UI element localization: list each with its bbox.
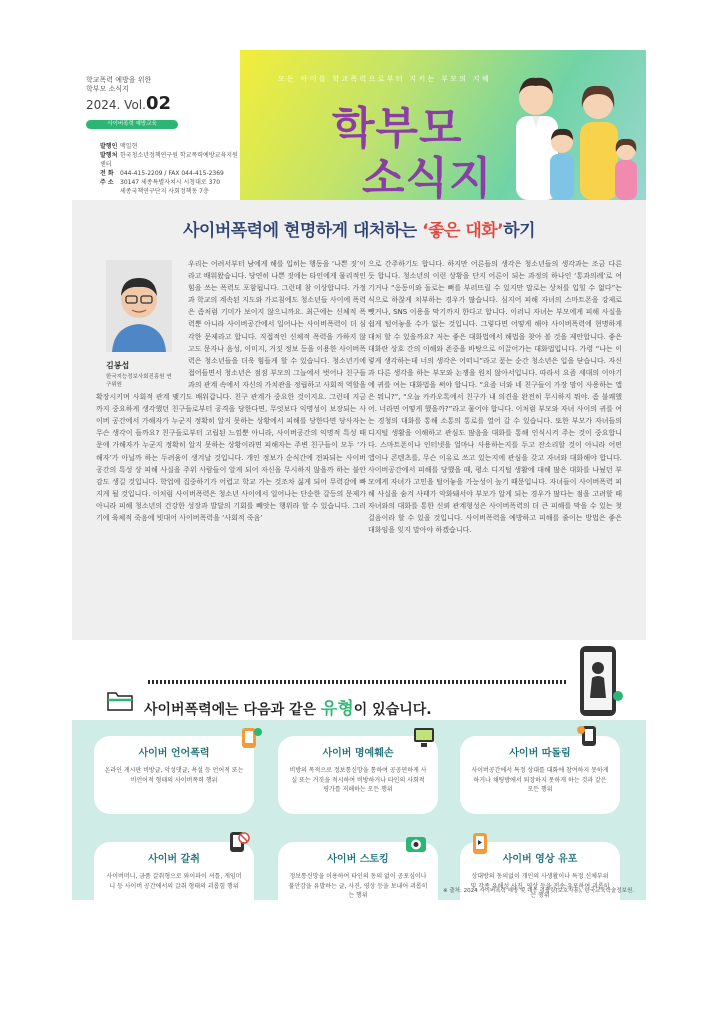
feature-article [72, 200, 646, 640]
cyberbullying-types-section [72, 640, 646, 900]
camera-icon [404, 832, 428, 854]
publisher-info-row [100, 151, 240, 169]
newsletter-page [72, 50, 646, 900]
publisher-info-key: 발행처 [100, 152, 118, 159]
masthead-info [72, 50, 240, 200]
publisher-info-value: 30147 세종특별자치시 시청대로 370 [120, 179, 221, 186]
publisher-info-key: 전 화 [100, 170, 114, 177]
author-photo [106, 260, 172, 352]
publication-subtitle: 학교폭력 예방을 위한 학부모 소식지 [86, 76, 152, 93]
video-phone-icon [468, 832, 492, 854]
publisher-info-value: 맥일현 [120, 143, 138, 150]
topic-badge: 사이버폭력 예방교육 [86, 120, 178, 129]
type-card-extortion: 사이버 갈취 사이버머니, 금품 갈취형으로 와이파이 셔틀, 게임머니 등 사이버 공간에서의 갈취 형태의 괴롭힘 행위 [94, 842, 254, 920]
title-banner [240, 50, 646, 200]
type-card-ostracism: 사이버 따돌림 사이버공간에서 특정 상대를 대화에 참여하지 못하게 하거나 채팅방에서 퇴장하지 못하게 하는 것과 같은 모든 행위 [460, 736, 620, 814]
sns-phone-icon [576, 724, 600, 746]
publisher-info-row [100, 187, 240, 196]
chat-phone-icon [238, 726, 262, 748]
type-card-stalking: 사이버 스토킹 정보통신망을 이용하여 타인의 동의 없이 공포심이나 불안감을 유발하는 글, 사진, 영상 등을 보내어 괴롭히는 행위 [278, 842, 438, 920]
no-wifi-phone-icon [226, 830, 250, 852]
publisher-info-value: 한국청소년정책연구원 학교폭력예방교육지원센터 [100, 152, 238, 168]
publisher-info-value: 044-415-2209 / FAX 044-415-2369 [120, 170, 224, 177]
publisher-info-key: 발행인 [100, 143, 118, 150]
type-card-verbal: 사이버 언어폭력 온라인 게시판 비방글, 악성댓글, 욕설 등 언어적 또는 비언어적 형태의 사이버폭력 행위 [94, 736, 254, 814]
family-illustration [492, 56, 642, 200]
publisher-info-value: 세종국책연구단지 사회정책동 7층 [120, 188, 209, 195]
publisher-info-row [100, 142, 240, 151]
issue-number: 2024. Vol.02 [86, 93, 171, 114]
monitor-icon [412, 726, 436, 748]
types-title: 사이버폭력에는 다음과 같은 유형이 있습니다. [144, 699, 432, 719]
article-headline: 사이버폭력에 현명하게 대처하는 ‘좋은 대화’하기 [182, 221, 536, 241]
dotted-divider [148, 680, 568, 684]
publisher-info [100, 142, 240, 196]
banner-title-line1: 학부모 [332, 103, 463, 154]
folder-icon [106, 688, 134, 712]
publisher-info-row [100, 178, 240, 187]
publisher-info-row [100, 169, 240, 178]
type-card-video-leak: 사이버 영상 유포 상대방의 동의없이 개인의 사생활이나 특정 신체부위 및 각종 유해성 사진, 영상 등을 전송·유포하여 괴롭히는 행위 [460, 842, 620, 920]
source-note: ※ 출처: 2024 사이버폭력 예방 및 대응 리플릿(보호자용), 한국교육학술정보원. [443, 888, 634, 894]
publisher-info-key: 주 소 [100, 179, 114, 186]
article-column-2: 으로 간주하기도 합니다. 하지만 어른들의 생각은 청소년들의 생각과는 조금 다른 듯 합니다. 청소년의 이런 상황을 단지 어른이 되는 과정의 하나인 ‘통과의례’로 여기거나 “옹동이와 돌로는 뼈를 부러뜨릴 수 있지만 말로는 상처를 입힐 수 없다”는 식으로 하찮게 치부하는 경우가 많습니다. 심지어 피해 자녀의 스마트폰을 강제로 뺏거나, SNS 이용을 막기까지 한다고 합니다. 이러니 자녀는 부모에게 피해 사실을 쉽게 털어놓을 수가 없는 것입니다. 그렇다면 어떻게 해야 사이버폭력에 현명하게 대처 할 수 있을까요? 저는 좋은 대화법에서 해법을 찾아 볼 것을 제안합니다. 좋은 대화란 상호 간의 이해와 존중을 바탕으로 이끌어가는 대화법입니다. 가령 “나는 이렇게 생각하는데 너의 생각은 어떠니”라고 묻는 순간 청소년은 입을 닫습니다. 자신과 다른 생각을 하는 부모와 논쟁을 원치 않아서입니다. 따라서 요즘 세대의 이야기에 귀를 여는 대화법을 써야 합니다. “요즘 너와 네 친구들이 가장 맘이 사용하는 앱은 뭐니?”, “오늘 카카오톡에서 친구가 내 의견을 완전히 무시하지 뭐야. 좀 불쾌했어. 너라면 어떻게 했을까?”라고 물어야 합니다. 이처럼 부모와 자녀 사이의 귀를 여는 경청의 대화를 통해 소통의 통로를 열어 갈 수 있습니다. 또한 부모가 자녀들의 디지털 생활을 이해하고 관심도 많음을 대화를 통해 인식시켜 주는 것이 중요합니다. 스마트폰이나 인터넷을 얼마나 사용하는지를 두고 잔소리할 것이 아니라 어떤 앱이나 콘텐츠를, 무슨 이유로 쓰고 있는지에 관심을 갖고 자녀와 대화해야 합니다. 사이버공간에서 피해를 당했을 때, 평소 디지털 생활에 대해 많은 대화를 나눴던 부모에게 자녀가 고민을 털어놓을 가능성이 높기 때문입니다. 자녀들이 사이버폭력 피해 사실을 숨겨 사태가 악화돼서야 부모가 알게 되는 경우가 많다는 점을 고려할 때 자녀와의 대화를 통한 신뢰 관계형성은 사이버폭력의 더 큰 피해를 막을 수 있는 첫걸음이라 할 수 있을 것입니다. 사이버폭력을 예방하고 피해를 줄이는 방법은 좋은 대화임을 잊지 말아야 하겠습니다. [368, 260, 622, 535]
banner-title-line2: 소식지 [362, 153, 493, 200]
author-affiliation: 한국지능정보사회진흥원 연구위원 [106, 374, 172, 388]
banner-tagline: 모든 아이를 학교폭력으로부터 지키는 부모의 지혜 [278, 75, 491, 83]
type-card-defamation: 사이버 명예훼손 비방의 목적으로 정보통신망을 통하여 공공연하게 사실 또는 거짓을 적시하여 비방하거나 타인의 사회적 평가를 저해하는 모든 행위 [278, 736, 438, 814]
smartphone-figure-icon [570, 644, 626, 718]
article-column-1: 우리는 어려서부터 남에게 해를 입히는 행동을 ‘나쁜 짓’이라고 배워왔습니다. 당연히 나쁜 짓에는 타인에게 물리적인 힘을 쓰는 폭력도 포함됩니다. 그런데 참 이상합니다. 가정과 학교의 계속된 지도와 가르침에도 청소년들 사이에 폭력은 좀처럼 기미가 보이지 않으니까요. 최근에는 신체적 폭력뿐 아니라 사이버공간에서 일어나는 사이버폭력이 더 심각한 문제라고 합니다. 직접적인 신체적 폭력을 가하지 않고도 문자나 음성, 이미지, 거짓 정보 등을 이용한 사이버폭력은 청소년들을 더욱 힘들게 할 수 있습니다. 청소년기에 접어들면서 청소년은 점점 부모의 그늘에서 벗어나 친구들과의 관계 속에서 자신의 가치관을 정립하고 사회적 역할을 확장시키며 사회적 관계 맺기도 배워갑니다. 친구 관계가 중요한 것이지요. 그런데 지금까지 중요하게 생각했던 친구들로부터 공격을 당한다면, 무엇보다 익명성이 보장되는 사이버 공간에서 가해자가 누군지 정확히 알지 못하는 상황에서 피해를 당한다면 당사자는 무슨 생각이 들까요? 친구들로부터 고립된 느낌뿐 아니라, 사이버공간의 익명적 특성 때문에 가해자가 누군지 정확히 알지 못하는 상황이라면 피해자는 주변 친구들이 모두 ‘가해자’가 아닐까 하는 두려움이 생겨날 것입니다. 개인 정보가 순식간에 전파되는 사이버공간의 특성 상 피해 사실을 주위 사람들이 알게 되어 자신을 무시하지 않을까 하는 불안감도 생길 것입니다. 학업에 집중하기가 어렵고 학교 가는 것조차 싫게 되어 무력감에 빠지게 될 것입니다. 이처럼 사이버폭력은 청소년 사이에서 일어나는 단순한 갈등의 문제가 아니라 피해 청소년의 건강한 성장과 발달의 기회를 빼앗는 행위라 할 수 있습니다. 그러기에 육체적 죽음에 빗대어 사이버폭력을 ‘사회적 죽음’ [96, 260, 366, 522]
author-name: 김봉섭 [106, 361, 130, 370]
